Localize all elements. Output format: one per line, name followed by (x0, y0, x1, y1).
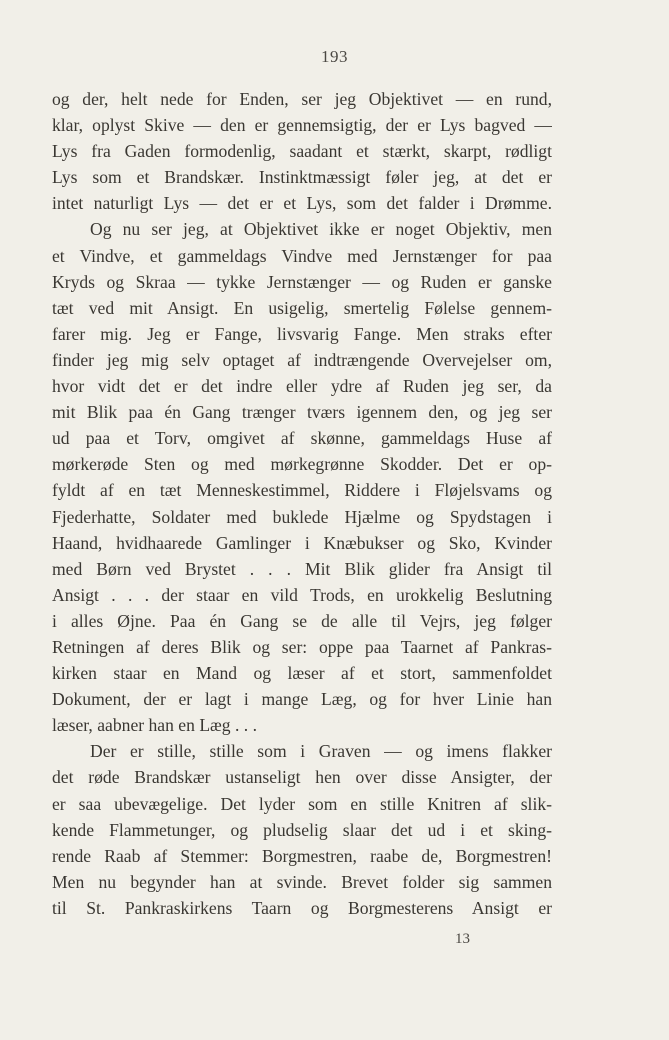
text-line: Haand, hvidhaarede Gamlinger i Knæbukser og Sko, Kvinder (52, 532, 552, 553)
text-line: i alles Øjne. Paa én Gang se de alle til Vejrs, jeg følger (52, 610, 552, 631)
text-line: Lys fra Gaden formodenlig, saadant et stærkt, skarpt, rødligt (52, 141, 552, 162)
text-line: farer mig. Jeg er Fange, livsvarig Fange. Men straks efter (52, 323, 552, 344)
text-line: Men nu begynder han at svinde. Brevet folder sig sammen (52, 871, 552, 892)
text-line: ud paa et Torv, omgivet af skønne, gammeldags Huse af (52, 428, 552, 449)
text-line: Og nu ser jeg, at Objektivet ikke er noget Objektiv, men (90, 219, 552, 240)
signature-mark: 13 (455, 931, 470, 947)
text-line: klar, oplyst Skive — den er gennemsigtig, der er Lys bagved — (52, 115, 552, 136)
text-line: mit Blik paa én Gang trænger tværs igennem den, og jeg ser (52, 402, 552, 423)
text-line: tæt ved mit Ansigt. En usigelig, smertelig Følelse gennem- (52, 297, 552, 318)
text-line: læser, aabner han en Læg . . . (52, 715, 257, 736)
text-line: Lys som et Brandskær. Instinktmæssigt føler jeg, at det er (52, 167, 552, 188)
text-line: Kryds og Skraa — tykke Jernstænger — og Ruden er ganske (52, 271, 552, 292)
text-line: og der, helt nede for Enden, ser jeg Objektivet — en rund, (52, 89, 552, 109)
text-line: Ansigt . . . der staar en vild Trods, en urokkelig Beslutning (52, 584, 552, 605)
text-line: finder jeg mig selv optaget af indtrængende Overvejelser om, (52, 349, 552, 370)
text-line: kirken staar en Mand og læser af et stort, sammenfoldet (52, 663, 552, 684)
text-line: er saa ubevægelige. Det lyder som en stille Knitren af slik- (52, 793, 552, 814)
text-line: kende Flammetunger, og pludselig slaar det ud i et sking- (52, 819, 552, 840)
text-line: det røde Brandskær ustanseligt hen over disse Ansigter, der (52, 767, 552, 788)
text-line: rende Raab af Stemmer: Borgmestren, raabe de, Borgmestren! (52, 845, 552, 866)
text-line: Dokument, der er lagt i mange Læg, og for hver Linie han (52, 689, 552, 710)
text-line: intet naturligt Lys — det er et Lys, som det falder i Drømme. (52, 193, 552, 214)
text-line: fyldt af en tæt Menneskestimmel, Riddere i Fløjelsvams og (52, 480, 552, 501)
text-line: et Vindve, et gammeldags Vindve med Jernstænger for paa (52, 245, 552, 266)
text-line: Fjederhatte, Soldater med buklede Hjælme og Spydstagen i (52, 506, 552, 527)
text-line: Retningen af deres Blik og ser: oppe paa Taarnet af Pankras- (52, 636, 552, 657)
text-line: til St. Pankraskirkens Taarn og Borgmesterens Ansigt er (52, 897, 552, 918)
body-text (52, 86, 552, 921)
text-line: Der er stille, stille som i Graven — og imens flakker (90, 741, 552, 762)
page-number: 193 (321, 47, 348, 66)
text-line: hvor vidt det er det indre eller ydre af Ruden jeg ser, da (52, 376, 552, 397)
text-line: mørkerøde Sten og med mørkegrønne Skodder. Det er op- (52, 454, 552, 475)
text-line: med Børn ved Brystet . . . Mit Blik glider fra Ansigt til (52, 558, 552, 579)
